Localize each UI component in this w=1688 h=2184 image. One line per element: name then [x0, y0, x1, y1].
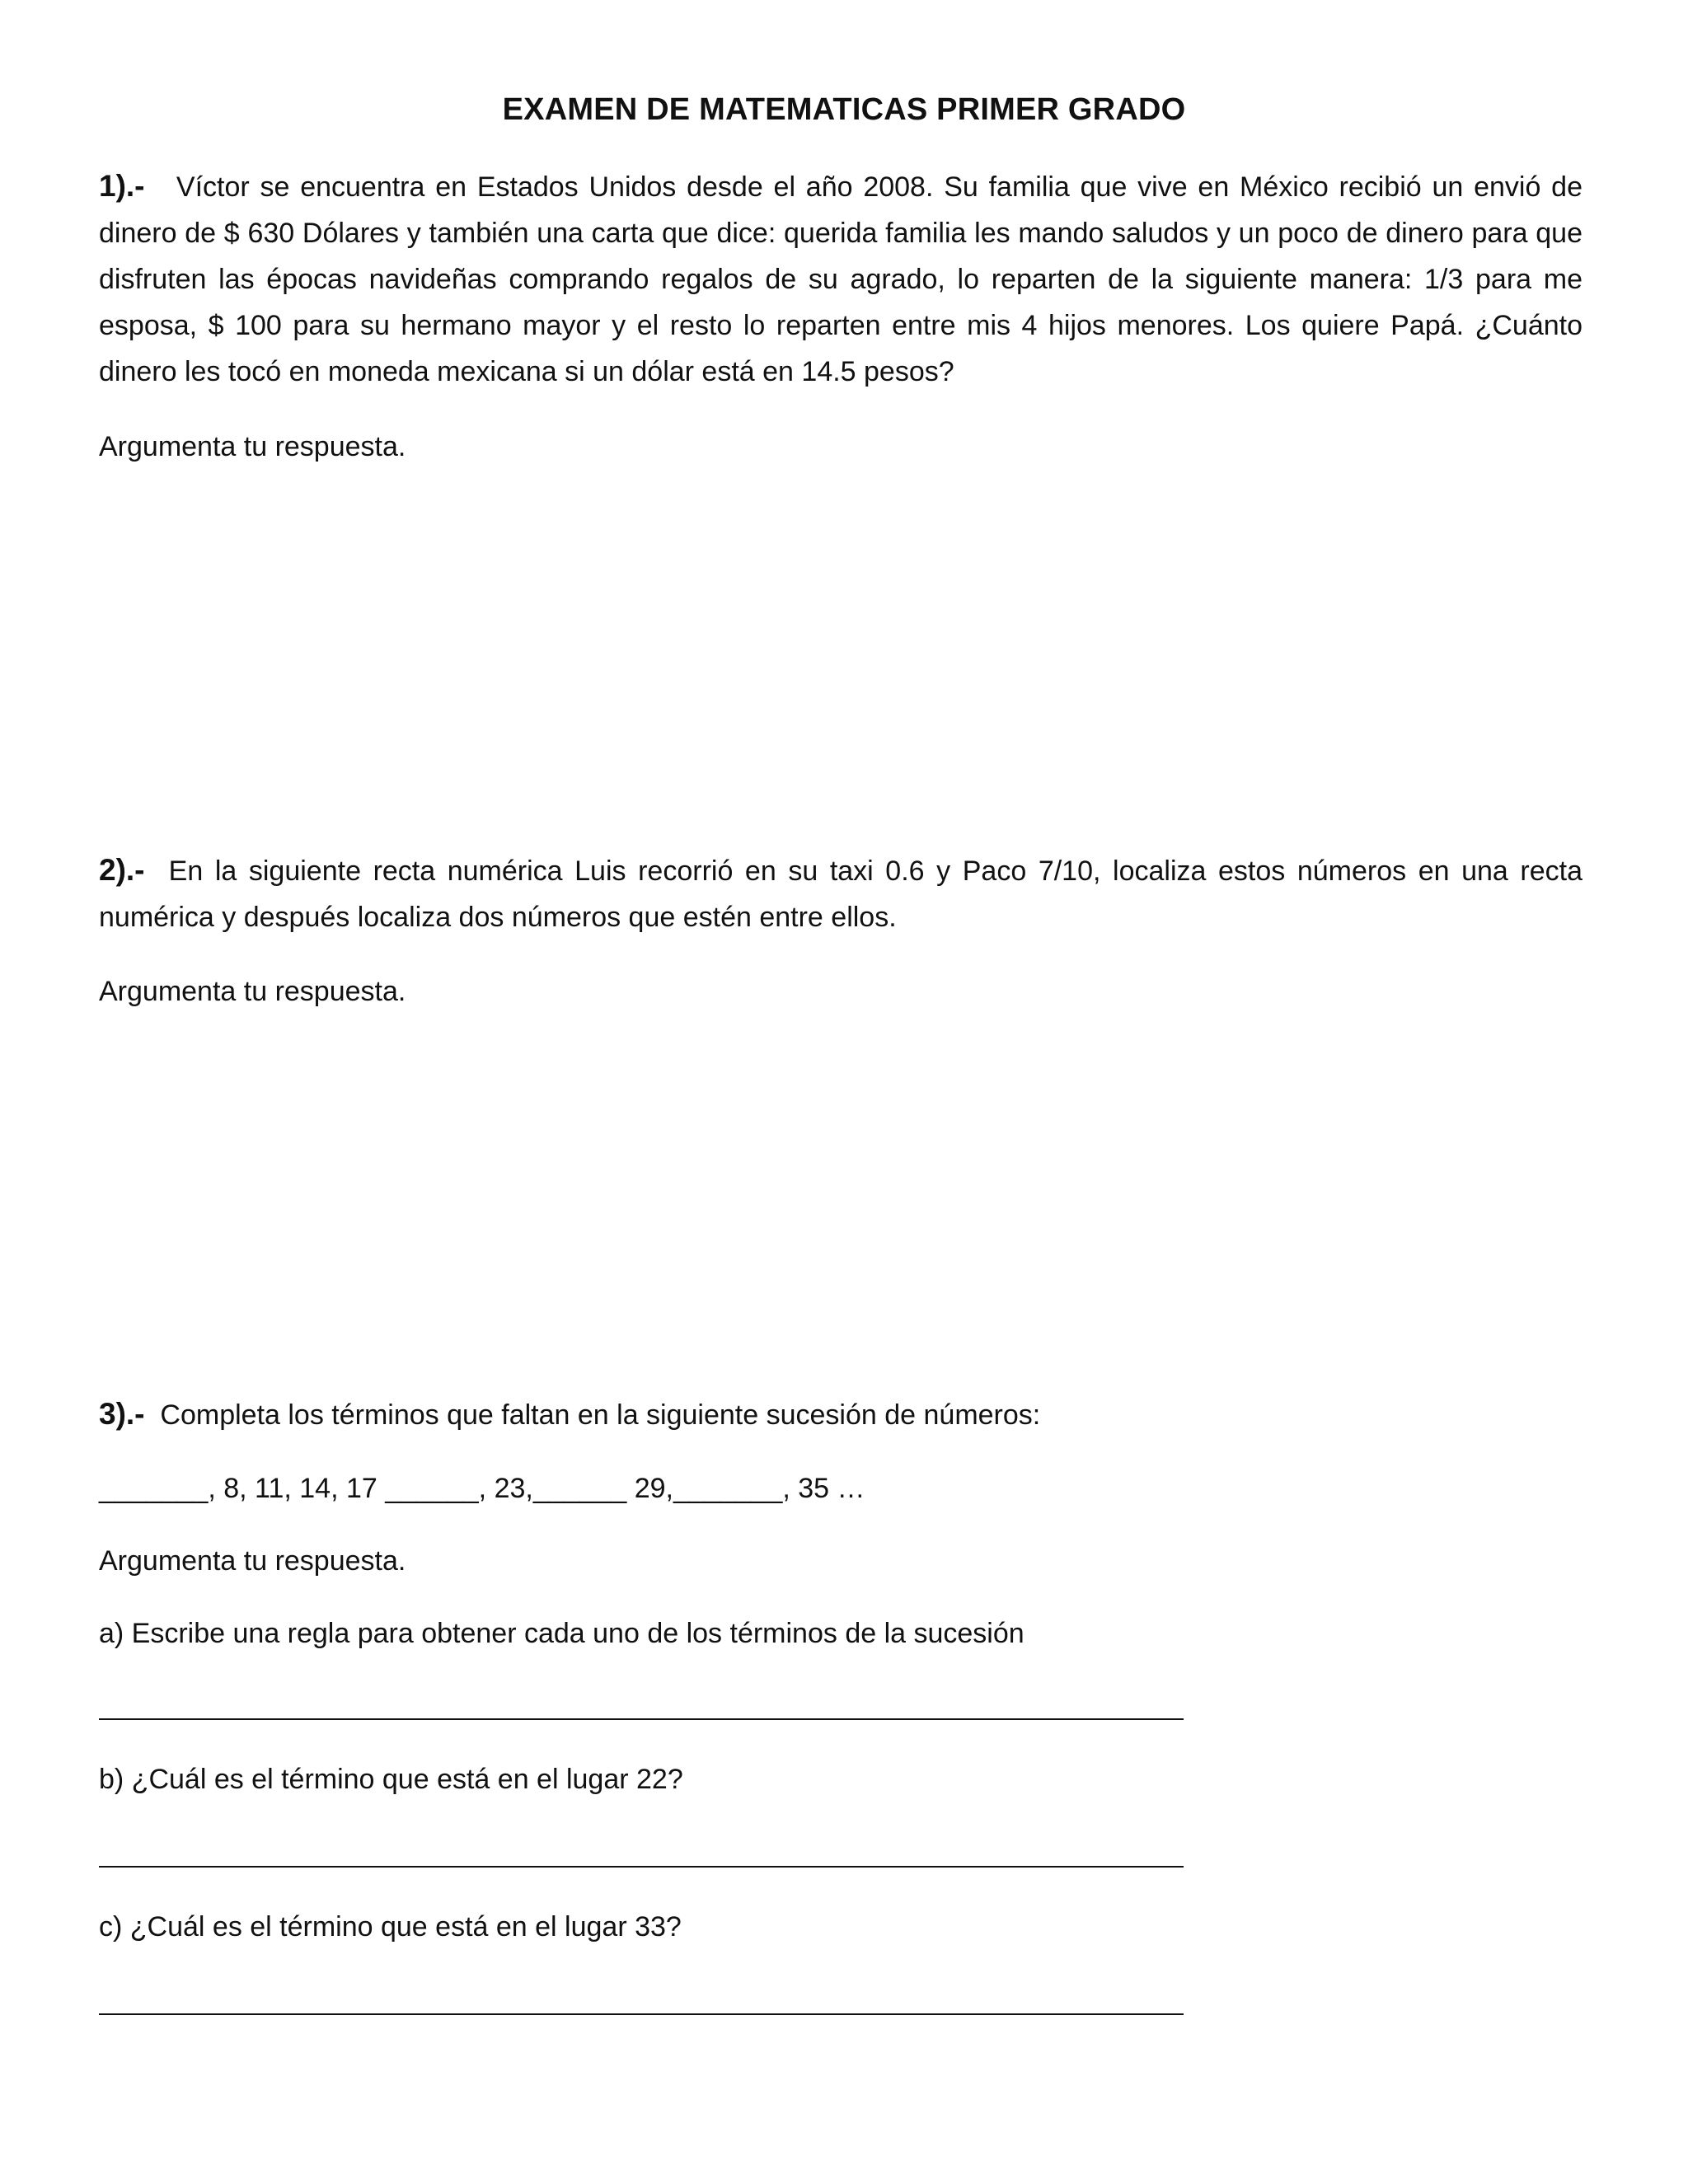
- question-3-argumenta: Argumenta tu respuesta.: [99, 1545, 406, 1577]
- question-1-number: 1).-: [99, 169, 145, 203]
- question-3a-text: a) Escribe una regla para obtener cada uno de los términos de la sucesión: [99, 1618, 1025, 1649]
- question-2-number: 2).-: [99, 853, 145, 887]
- question-2-text: En la siguiente recta numérica Luis recorrió en su taxi 0.6 y Paco 7/10, localiza estos números en una recta numérica y después localiza dos números que estén entre ellos.: [99, 855, 1582, 933]
- answer-line-b[interactable]: [99, 1866, 1184, 1868]
- question-3-number: 3).-: [99, 1397, 145, 1431]
- question-1-text: Víctor se encuentra en Estados Unidos desde el año 2008. Su familia que vive en México recibió un envió de dinero de $ 630 Dólares y también una carta que dice: querida familia les mando saludos y un poco de dinero para que disfruten las épocas navideñas comprando regalos de su agrado, lo reparten de la siguiente manera: 1/3 para me esposa, $ 100 para su hermano mayor y el resto lo reparten entre mis 4 hijos menores. Los quiere Papá. ¿Cuánto dinero les tocó en moneda mexicana si un dólar está en 14.5 pesos?: [99, 171, 1582, 387]
- question-3c-text: c) ¿Cuál es el término que está en el lugar 33?: [99, 1911, 682, 1943]
- answer-line-c[interactable]: [99, 2013, 1184, 2015]
- question-3: [99, 1391, 1582, 1438]
- question-1-argumenta: Argumenta tu respuesta.: [99, 431, 406, 462]
- sequence-line[interactable]: _______, 8, 11, 14, 17 ______, 23,______ 29,_______, 35 …: [99, 1473, 865, 1504]
- question-1: [99, 163, 1582, 395]
- page-title: EXAMEN DE MATEMATICAS PRIMER GRADO: [502, 92, 1186, 127]
- question-3b-text: b) ¿Cuál es el término que está en el lugar 22?: [99, 1764, 683, 1795]
- question-2-argumenta: Argumenta tu respuesta.: [99, 976, 406, 1007]
- question-2: [99, 847, 1582, 940]
- answer-line-a[interactable]: [99, 1718, 1184, 1720]
- question-3-text: Completa los términos que faltan en la siguiente sucesión de números:: [160, 1399, 1041, 1431]
